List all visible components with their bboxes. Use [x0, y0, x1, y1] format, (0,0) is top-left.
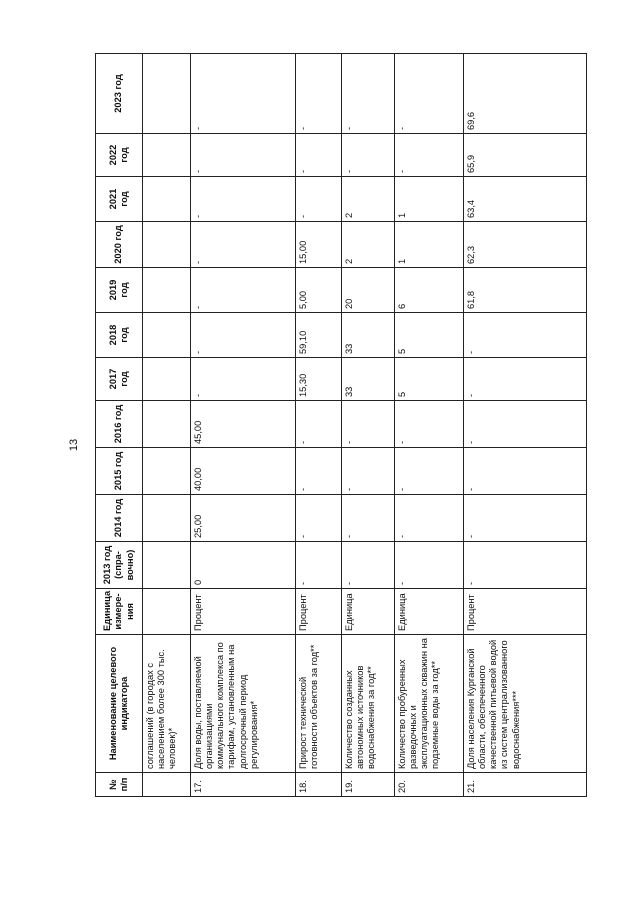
row-value: - [342, 54, 395, 134]
table-row [464, 54, 587, 797]
table-row [143, 54, 191, 797]
row-name: соглашений (в городах с населением более 300 тыс. человек)* [143, 635, 191, 773]
row-value: - [296, 448, 342, 495]
row-value: - [395, 134, 464, 177]
row-value [143, 401, 191, 448]
row-value: 40,00 [191, 448, 296, 495]
row-value: - [191, 358, 296, 401]
row-value: 15,00 [296, 222, 342, 268]
row-value: 33 [342, 313, 395, 358]
row-unit: Процент [464, 589, 587, 635]
header-year: 2021 год [96, 177, 143, 222]
row-value: - [296, 401, 342, 448]
header-year: 2020 год [96, 222, 143, 268]
row-value: 5,00 [296, 268, 342, 313]
header-num: № п/п [96, 773, 143, 797]
row-unit: Процент [191, 589, 296, 635]
row-name: Количество пробуренных разведочных и эксплуатационных скважин на подземные воды за год** [395, 635, 464, 773]
row-value: 1 [395, 222, 464, 268]
row-value: 20 [342, 268, 395, 313]
row-value: - [296, 495, 342, 542]
header-name: Наименование целевого индикатора [96, 635, 143, 773]
row-value [143, 222, 191, 268]
header-unit: Единица измере-ния [96, 589, 143, 635]
row-num: 19. [342, 773, 395, 797]
row-num: 17. [191, 773, 296, 797]
row-name: Количество созданных автономных источников водоснабжения за год** [342, 635, 395, 773]
row-value: 2 [342, 222, 395, 268]
row-value: - [395, 448, 464, 495]
row-value: - [296, 177, 342, 222]
row-value: - [342, 401, 395, 448]
row-name: Доля воды, поставляемой организациями коммунального комплекса по тарифам, установленным на долгосрочный период регулирования* [191, 635, 296, 773]
row-value: 5 [395, 358, 464, 401]
row-num: 20. [395, 773, 464, 797]
row-value: 5 [395, 313, 464, 358]
row-unit: Единица [395, 589, 464, 635]
header-year: 2015 год [96, 448, 143, 495]
row-value [143, 358, 191, 401]
row-value [143, 268, 191, 313]
row-value [143, 542, 191, 589]
row-value: - [464, 495, 587, 542]
row-value: 15,30 [296, 358, 342, 401]
header-year: 2023 год [96, 54, 143, 134]
row-value: - [191, 134, 296, 177]
row-value: - [464, 358, 587, 401]
header-year: 2016 год [96, 401, 143, 448]
row-value: 45,00 [191, 401, 296, 448]
row-num [143, 773, 191, 797]
row-value: - [464, 401, 587, 448]
row-value: 25,00 [191, 495, 296, 542]
row-value: 1 [395, 177, 464, 222]
row-value: 65,9 [464, 134, 587, 177]
row-value [143, 54, 191, 134]
table-row [191, 54, 296, 797]
row-value: - [395, 542, 464, 589]
row-num: 18. [296, 773, 342, 797]
row-value: - [342, 542, 395, 589]
row-value: - [342, 134, 395, 177]
row-value [143, 134, 191, 177]
row-num: 21. [464, 773, 587, 797]
row-value: 6 [395, 268, 464, 313]
rotated-table-container [95, 54, 586, 797]
row-value: - [191, 268, 296, 313]
header-year: 2018 год [96, 313, 143, 358]
table-row [296, 54, 342, 797]
row-value: - [464, 448, 587, 495]
row-value: - [191, 177, 296, 222]
row-value: - [191, 313, 296, 358]
row-unit: Единица [342, 589, 395, 635]
row-value: 62,3 [464, 222, 587, 268]
header-year: 2013 год (спра-вочно) [96, 542, 143, 589]
page-number: 13 [68, 438, 81, 452]
header-year: 2019 год [96, 268, 143, 313]
row-value: - [191, 54, 296, 134]
header-year: 2017 год [96, 358, 143, 401]
row-unit [143, 589, 191, 635]
row-value: 2 [342, 177, 395, 222]
row-value: - [342, 448, 395, 495]
row-value: - [191, 222, 296, 268]
row-value: - [296, 54, 342, 134]
row-value: - [342, 495, 395, 542]
row-value: - [464, 313, 587, 358]
row-value: 0 [191, 542, 296, 589]
row-value: - [296, 134, 342, 177]
row-value [143, 448, 191, 495]
row-value: - [464, 542, 587, 589]
row-value: - [395, 401, 464, 448]
header-year: 2014 год [96, 495, 143, 542]
row-value: 69,6 [464, 54, 587, 134]
row-value: - [296, 542, 342, 589]
row-name: Прирост технической готовности объектов за год** [296, 635, 342, 773]
table-row [395, 54, 464, 797]
row-value: 61,8 [464, 268, 587, 313]
table-row [342, 54, 395, 797]
row-value [143, 495, 191, 542]
row-value: - [395, 495, 464, 542]
row-value: - [395, 54, 464, 134]
header-year: 2022 год [96, 134, 143, 177]
row-value [143, 177, 191, 222]
row-unit: Процент [296, 589, 342, 635]
row-value [143, 313, 191, 358]
row-value: 59,10 [296, 313, 342, 358]
row-value: 33 [342, 358, 395, 401]
target-indicators-table [95, 53, 587, 797]
row-name: Доля населения Курганской области, обеспеченного качественной питьевой водой из систем централизованного водоснабжения*** [464, 635, 587, 773]
row-value: 63,4 [464, 177, 587, 222]
